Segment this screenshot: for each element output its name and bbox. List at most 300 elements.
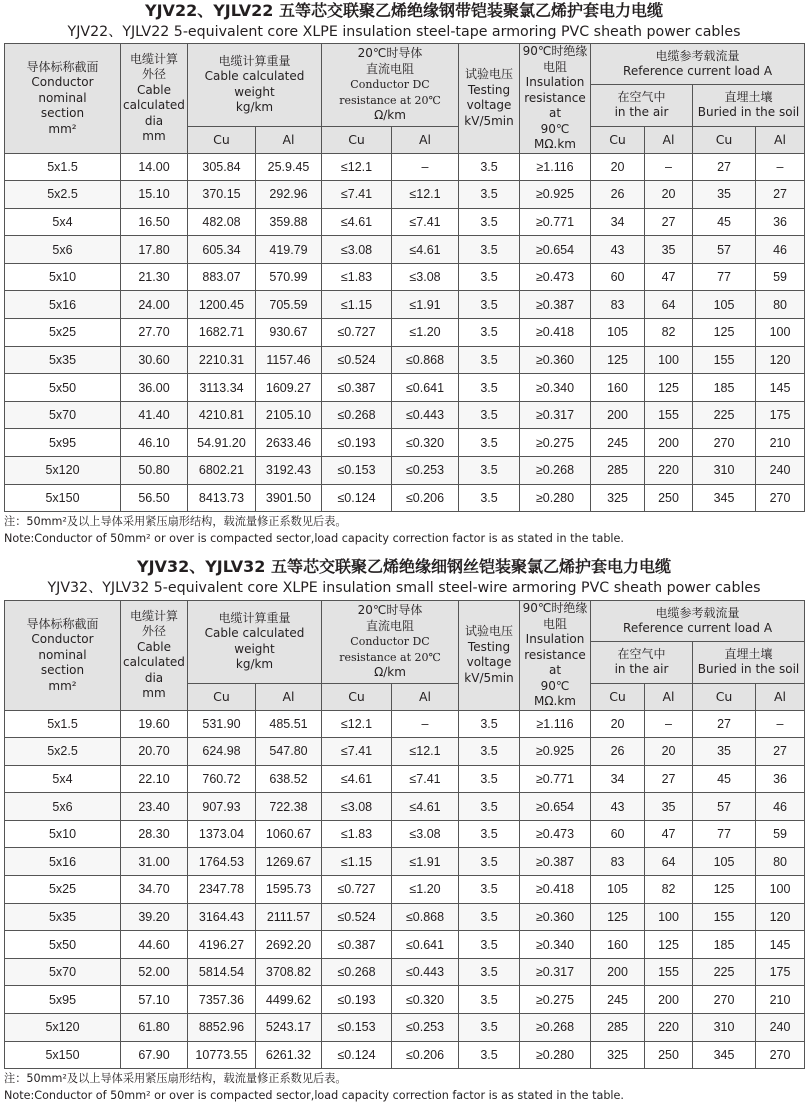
table-cell: 370.15 <box>188 181 256 209</box>
table-cell: 34 <box>591 765 645 793</box>
col-header-insulation-line: 电阻 <box>543 616 568 631</box>
table-cell: 8413.73 <box>188 484 256 512</box>
table-cell: 20 <box>645 738 693 766</box>
table-cell: 2111.57 <box>256 903 322 931</box>
col-header-air-line: in the air <box>614 105 669 120</box>
table-cell: 47 <box>645 820 693 848</box>
table-cell: 39.20 <box>121 903 188 931</box>
table-cell: 3192.43 <box>256 457 322 485</box>
table-cell: 43 <box>591 236 645 264</box>
table-cell: 64 <box>645 848 693 876</box>
table-cell: 5x4 <box>5 208 121 236</box>
col-header-dc-resistance-line: 直流电阻 <box>366 61 415 76</box>
table-cell: 5x150 <box>5 1041 121 1069</box>
table-cell: 16.50 <box>121 208 188 236</box>
table-cell: 3.5 <box>459 765 520 793</box>
col-header-dia-line: 外径 <box>141 624 166 639</box>
table-cell: 1373.04 <box>188 820 256 848</box>
table-cell: 155 <box>645 401 693 429</box>
col-header-size-line: 导体标称截面 <box>26 616 99 631</box>
table-cell: – <box>756 710 805 738</box>
col-header-soil-line: 直埋土壤 <box>724 646 773 661</box>
table-row <box>5 958 805 986</box>
table-cell: 125 <box>645 931 693 959</box>
col-header-current-line: Reference current load A <box>623 621 773 636</box>
table-cell: 27.70 <box>121 319 188 347</box>
table-cell: ≥0.925 <box>520 181 591 209</box>
table-cell: 325 <box>591 484 645 512</box>
table-cell: 5x120 <box>5 1014 121 1042</box>
table-cell: ≥0.360 <box>520 346 591 374</box>
col-header-insulation-line: 90℃ <box>540 121 570 136</box>
table-cell: 155 <box>645 958 693 986</box>
table-cell: 20.70 <box>121 738 188 766</box>
col-header-air-line: in the air <box>614 662 669 677</box>
table-cell: ≤3.08 <box>322 236 392 264</box>
table-cell: 245 <box>591 986 645 1014</box>
table-cell: 722.38 <box>256 793 322 821</box>
col-header-al: Al <box>392 126 459 153</box>
table-cell: 5x150 <box>5 484 121 512</box>
table-cell: 8852.96 <box>188 1014 256 1042</box>
table-cell: 83 <box>591 291 645 319</box>
table-cell: 17.80 <box>121 236 188 264</box>
col-header-weight-line: 电缆计算重量 <box>218 53 291 68</box>
table-cell: ≤7.41 <box>322 738 392 766</box>
note-cn: 注：50mm²及以上导体采用紧压扇形结构，载流量修正系数见后表。 <box>4 1072 347 1085</box>
table-cell: 1157.46 <box>256 346 322 374</box>
table-cell: 3164.43 <box>188 903 256 931</box>
col-header-insulation <box>520 44 591 154</box>
col-header-test-voltage-line: Testing <box>467 639 511 654</box>
col-header-test-voltage <box>459 601 520 711</box>
table-cell: 5x35 <box>5 903 121 931</box>
table-cell: 547.80 <box>256 738 322 766</box>
table-cell: 225 <box>693 958 756 986</box>
table-cell: 5x70 <box>5 401 121 429</box>
table-cell: ≥0.340 <box>520 374 591 402</box>
table-cell: 82 <box>645 319 693 347</box>
table-cell: 482.08 <box>188 208 256 236</box>
table-cell: 531.90 <box>188 710 256 738</box>
table-cell: ≥0.771 <box>520 765 591 793</box>
col-header-soil <box>693 85 805 126</box>
table-cell: ≤12.1 <box>322 710 392 738</box>
table-cell: 210 <box>756 429 805 457</box>
table-cell: ≤0.206 <box>392 1041 459 1069</box>
table-cell: 34 <box>591 208 645 236</box>
table-cell: 3.5 <box>459 401 520 429</box>
table-cell: 52.00 <box>121 958 188 986</box>
table-cell: 34.70 <box>121 876 188 904</box>
table-cell: ≤0.153 <box>322 457 392 485</box>
table-cell: ≤12.1 <box>392 738 459 766</box>
table-cell: ≤1.91 <box>392 291 459 319</box>
table-cell: 285 <box>591 457 645 485</box>
table-cell: 5x16 <box>5 291 121 319</box>
table-cell: 125 <box>645 374 693 402</box>
table-cell: 638.52 <box>256 765 322 793</box>
col-header-dia-line: calculated <box>123 655 185 670</box>
table-cell: 44.60 <box>121 931 188 959</box>
table-cell: 46 <box>756 236 805 264</box>
table-cell: 3901.50 <box>256 484 322 512</box>
col-header-dc-resistance <box>322 601 459 684</box>
table-cell: 5x1.5 <box>5 710 121 738</box>
table-cell: 200 <box>645 429 693 457</box>
table-cell: 80 <box>756 291 805 319</box>
table-cell: ≥0.654 <box>520 793 591 821</box>
table-cell: ≥1.116 <box>520 710 591 738</box>
table-row <box>5 346 805 374</box>
table-cell: 240 <box>756 457 805 485</box>
table-cell: 36 <box>756 208 805 236</box>
table-cell: 3.5 <box>459 153 520 181</box>
section-yjv22 <box>0 0 808 545</box>
col-header-test-voltage-line: 试验电压 <box>465 624 514 639</box>
table-cell: 41.40 <box>121 401 188 429</box>
table-cell: 61.80 <box>121 1014 188 1042</box>
table-cell: 3.5 <box>459 876 520 904</box>
table-cell: 5x35 <box>5 346 121 374</box>
table-cell: 125 <box>591 346 645 374</box>
col-header-soil-line: 直埋土壤 <box>724 89 773 104</box>
table-cell: 3.5 <box>459 710 520 738</box>
table-cell: ≤3.08 <box>392 820 459 848</box>
table-cell: 22.10 <box>121 765 188 793</box>
table-cell: 1060.67 <box>256 820 322 848</box>
table-cell: 35 <box>645 236 693 264</box>
table-cell: ≤12.1 <box>392 181 459 209</box>
table-cell: 2633.46 <box>256 429 322 457</box>
col-header-cu: Cu <box>693 683 756 710</box>
col-header-size-line: Conductor <box>31 75 94 89</box>
table-row <box>5 710 805 738</box>
table-cell: 305.84 <box>188 153 256 181</box>
table-cell: ≤7.41 <box>392 208 459 236</box>
table-cell: 23.40 <box>121 793 188 821</box>
table-row <box>5 291 805 319</box>
col-header-al: Al <box>256 683 322 710</box>
col-header-test-voltage-line: Testing <box>467 82 511 97</box>
table-cell: 210 <box>756 986 805 1014</box>
table-cell: ≤4.61 <box>322 765 392 793</box>
col-header-dc-resistance <box>322 44 459 127</box>
table-cell: ≤4.61 <box>322 208 392 236</box>
col-header-air <box>591 85 693 126</box>
col-header-test-voltage-line: kV/5min <box>464 113 514 128</box>
table-cell: 46 <box>756 793 805 821</box>
table-cell: 83 <box>591 848 645 876</box>
col-header-air-line: 在空气中 <box>617 89 666 104</box>
table-cell: 5x10 <box>5 263 121 291</box>
col-header-soil-line: Buried in the soil <box>697 105 800 120</box>
table-cell: 3.5 <box>459 958 520 986</box>
table-row <box>5 765 805 793</box>
table-cell: 4210.81 <box>188 401 256 429</box>
table-cell: 6261.32 <box>256 1041 322 1069</box>
col-header-weight-line: 电缆计算重量 <box>218 610 291 625</box>
header-row-1 <box>5 601 805 642</box>
table-row <box>5 401 805 429</box>
table-cell: 45 <box>693 765 756 793</box>
table-cell: 1595.73 <box>256 876 322 904</box>
table-cell: 2210.31 <box>188 346 256 374</box>
table-cell: 250 <box>645 484 693 512</box>
table-cell: 1682.71 <box>188 319 256 347</box>
table-cell: 3.5 <box>459 1041 520 1069</box>
table-cell: 5243.17 <box>256 1014 322 1042</box>
table-cell: ≥0.275 <box>520 986 591 1014</box>
table-cell: 50.80 <box>121 457 188 485</box>
table-cell: ≥0.340 <box>520 931 591 959</box>
table-cell: ≥0.275 <box>520 429 591 457</box>
table-cell: 1200.45 <box>188 291 256 319</box>
col-header-cu: Cu <box>591 683 645 710</box>
table-cell: 1609.27 <box>256 374 322 402</box>
table-cell: 43 <box>591 793 645 821</box>
col-header-dia-line: calculated <box>123 98 185 113</box>
table-cell: ≤1.20 <box>392 319 459 347</box>
table-cell: 270 <box>693 429 756 457</box>
table-cell: 100 <box>645 903 693 931</box>
table-cell: 175 <box>756 401 805 429</box>
table-cell: 292.96 <box>256 181 322 209</box>
table-cell: 3.5 <box>459 429 520 457</box>
table-cell: 270 <box>693 986 756 1014</box>
table-cell: ≤0.320 <box>392 429 459 457</box>
table-cell: 3.5 <box>459 208 520 236</box>
table-cell: 3.5 <box>459 236 520 264</box>
table-row <box>5 484 805 512</box>
col-header-insulation-line: 90℃ <box>540 678 570 693</box>
table-cell: 3113.34 <box>188 374 256 402</box>
table-cell: 624.98 <box>188 738 256 766</box>
table-cell: 3708.82 <box>256 958 322 986</box>
section-title-en: YJV22、YJLV22 5-equivalent core XLPE insulation steel-tape armoring PVC sheath power cables <box>67 24 741 40</box>
col-header-insulation-line: 90℃时绝缘 <box>522 44 588 58</box>
table-cell: 27 <box>645 765 693 793</box>
header-row-1 <box>5 44 805 85</box>
table-cell: 605.34 <box>188 236 256 264</box>
table-cell: ≤0.387 <box>322 931 392 959</box>
col-header-test-voltage-line: voltage <box>466 655 512 670</box>
col-header-size-line: section <box>40 106 85 120</box>
col-header-insulation-line: MΩ.km <box>534 137 576 151</box>
table-cell: 77 <box>693 263 756 291</box>
table-cell: 21.30 <box>121 263 188 291</box>
table-cell: 145 <box>756 374 805 402</box>
table-cell: ≤1.83 <box>322 263 392 291</box>
table-cell: ≥0.771 <box>520 208 591 236</box>
col-header-al: Al <box>392 683 459 710</box>
table-cell: ≤1.15 <box>322 848 392 876</box>
table-cell: 5x4 <box>5 765 121 793</box>
table-cell: 5x95 <box>5 429 121 457</box>
table-cell: 325 <box>591 1041 645 1069</box>
table-cell: 3.5 <box>459 457 520 485</box>
table-cell: 60 <box>591 263 645 291</box>
table-cell: 27 <box>756 738 805 766</box>
table-cell: 5x95 <box>5 986 121 1014</box>
table-cell: ≤0.443 <box>392 401 459 429</box>
table-cell: ≤0.253 <box>392 457 459 485</box>
table-cell: 2692.20 <box>256 931 322 959</box>
table-cell: 175 <box>756 958 805 986</box>
table-cell: ≥0.360 <box>520 903 591 931</box>
table-cell: 20 <box>645 181 693 209</box>
col-header-weight <box>188 44 322 127</box>
table-cell: 57.10 <box>121 986 188 1014</box>
col-header-weight-line: Cable calculated <box>204 69 305 84</box>
table-cell: 220 <box>645 1014 693 1042</box>
table-cell: ≤0.193 <box>322 986 392 1014</box>
col-header-weight-line: Cable calculated <box>204 626 305 641</box>
table-row <box>5 903 805 931</box>
note-en: Note:Conductor of 50mm² or over is compacted sector,load capacity correction factor is as stated in the table. <box>4 532 624 545</box>
table-cell: 3.5 <box>459 931 520 959</box>
table-cell: 120 <box>756 346 805 374</box>
table-cell: 26 <box>591 738 645 766</box>
table-cell: 100 <box>756 876 805 904</box>
col-header-size-line: section <box>40 663 85 677</box>
col-header-size <box>5 601 121 711</box>
table-cell: 5x1.5 <box>5 153 121 181</box>
table-cell: 19.60 <box>121 710 188 738</box>
col-header-weight-line: weight <box>234 641 275 656</box>
table-cell: 27 <box>756 181 805 209</box>
table-cell: 270 <box>756 1041 805 1069</box>
table-row <box>5 153 805 181</box>
table-cell: 145 <box>756 931 805 959</box>
table-cell: 240 <box>756 1014 805 1042</box>
col-header-insulation-line: resistance at <box>524 90 586 120</box>
table-row <box>5 236 805 264</box>
table-cell: 67.90 <box>121 1041 188 1069</box>
table-cell: ≤1.20 <box>392 876 459 904</box>
table-cell: ≤0.443 <box>392 958 459 986</box>
table-cell: ≤0.320 <box>392 986 459 1014</box>
note-cn: 注：50mm²及以上导体采用紧压扇形结构，载流量修正系数见后表。 <box>4 515 347 528</box>
col-header-current <box>591 44 805 85</box>
table-cell: 2347.78 <box>188 876 256 904</box>
col-header-cu: Cu <box>322 683 392 710</box>
table-cell: 24.00 <box>121 291 188 319</box>
table-cell: – <box>645 710 693 738</box>
table-cell: 105 <box>693 291 756 319</box>
table-cell: 56.50 <box>121 484 188 512</box>
col-header-current-line: Reference current load A <box>623 64 773 79</box>
table-cell: 155 <box>693 346 756 374</box>
table-cell: 27 <box>693 710 756 738</box>
table-cell: 220 <box>645 457 693 485</box>
table-cell: 760.72 <box>188 765 256 793</box>
table-cell: 77 <box>693 820 756 848</box>
col-header-al: Al <box>756 126 805 153</box>
table-cell: ≤0.727 <box>322 876 392 904</box>
col-header-dc-resistance-line: resistance at 20℃ <box>339 93 441 107</box>
col-header-air-line: 在空气中 <box>617 646 666 661</box>
table-cell: 35 <box>693 181 756 209</box>
table-cell: 160 <box>591 931 645 959</box>
table-cell: 125 <box>693 876 756 904</box>
table-cell: ≥0.387 <box>520 848 591 876</box>
table-cell: 200 <box>645 986 693 1014</box>
table-cell: 883.07 <box>188 263 256 291</box>
table-cell: 105 <box>693 848 756 876</box>
table-cell: ≤0.206 <box>392 484 459 512</box>
table-cell: 705.59 <box>256 291 322 319</box>
table-cell: 160 <box>591 374 645 402</box>
table-row <box>5 738 805 766</box>
table-cell: ≤1.83 <box>322 820 392 848</box>
col-header-dia-line: dia <box>144 670 164 685</box>
table-cell: 907.93 <box>188 793 256 821</box>
table-cell: 59 <box>756 263 805 291</box>
table-cell: 930.67 <box>256 319 322 347</box>
table-cell: 82 <box>645 876 693 904</box>
col-header-cu: Cu <box>322 126 392 153</box>
col-header-cu: Cu <box>188 683 256 710</box>
col-header-current-line: 电缆参考载流量 <box>655 605 740 620</box>
col-header-size-line: nominal <box>38 647 87 662</box>
table-cell: 3.5 <box>459 1014 520 1042</box>
table-cell: ≥0.473 <box>520 263 591 291</box>
table-row <box>5 931 805 959</box>
table-cell: 200 <box>591 401 645 429</box>
col-header-test-voltage-line: voltage <box>466 98 512 113</box>
col-header-dia-line: 电缆计算 <box>129 608 178 623</box>
table-row <box>5 374 805 402</box>
table-cell: ≥0.280 <box>520 1041 591 1069</box>
table-cell: 4499.62 <box>256 986 322 1014</box>
table-cell: 120 <box>756 903 805 931</box>
col-header-test-voltage-line: 试验电压 <box>465 67 514 82</box>
table-cell: 225 <box>693 401 756 429</box>
section-title-cn: YJV22、YJLV22 五等芯交联聚乙烯绝缘钢带铠装聚氯乙烯护套电力电缆 <box>145 1 663 20</box>
table-cell: 359.88 <box>256 208 322 236</box>
table-cell: ≤0.641 <box>392 931 459 959</box>
table-cell: – <box>392 153 459 181</box>
table-cell: ≥0.268 <box>520 457 591 485</box>
table-cell: ≤0.387 <box>322 374 392 402</box>
table-row <box>5 876 805 904</box>
col-header-dia-line: dia <box>144 113 164 128</box>
table-cell: 5814.54 <box>188 958 256 986</box>
spec-table <box>4 43 805 512</box>
table-cell: 1269.67 <box>256 848 322 876</box>
table-cell: ≤3.08 <box>392 263 459 291</box>
table-cell: ≤4.61 <box>392 236 459 264</box>
table-cell: 185 <box>693 931 756 959</box>
table-cell: 36.00 <box>121 374 188 402</box>
table-cell: ≥0.317 <box>520 401 591 429</box>
col-header-dc-resistance-line: Ω/km <box>374 665 406 679</box>
section-title-en: YJV32、YJLV32 5-equivalent core XLPE insulation small steel-wire armoring PVC sheath power cables <box>47 580 761 596</box>
col-header-insulation <box>520 601 591 711</box>
table-cell: 5x70 <box>5 958 121 986</box>
table-cell: 100 <box>756 319 805 347</box>
table-cell: 5x25 <box>5 319 121 347</box>
table-cell: 45 <box>693 208 756 236</box>
col-header-weight-line: kg/km <box>235 657 274 672</box>
table-cell: 2105.10 <box>256 401 322 429</box>
col-header-size-line: 导体标称截面 <box>26 59 99 74</box>
col-header-dia <box>121 44 188 154</box>
table-cell: 36 <box>756 765 805 793</box>
table-cell: 345 <box>693 484 756 512</box>
table-row <box>5 319 805 347</box>
